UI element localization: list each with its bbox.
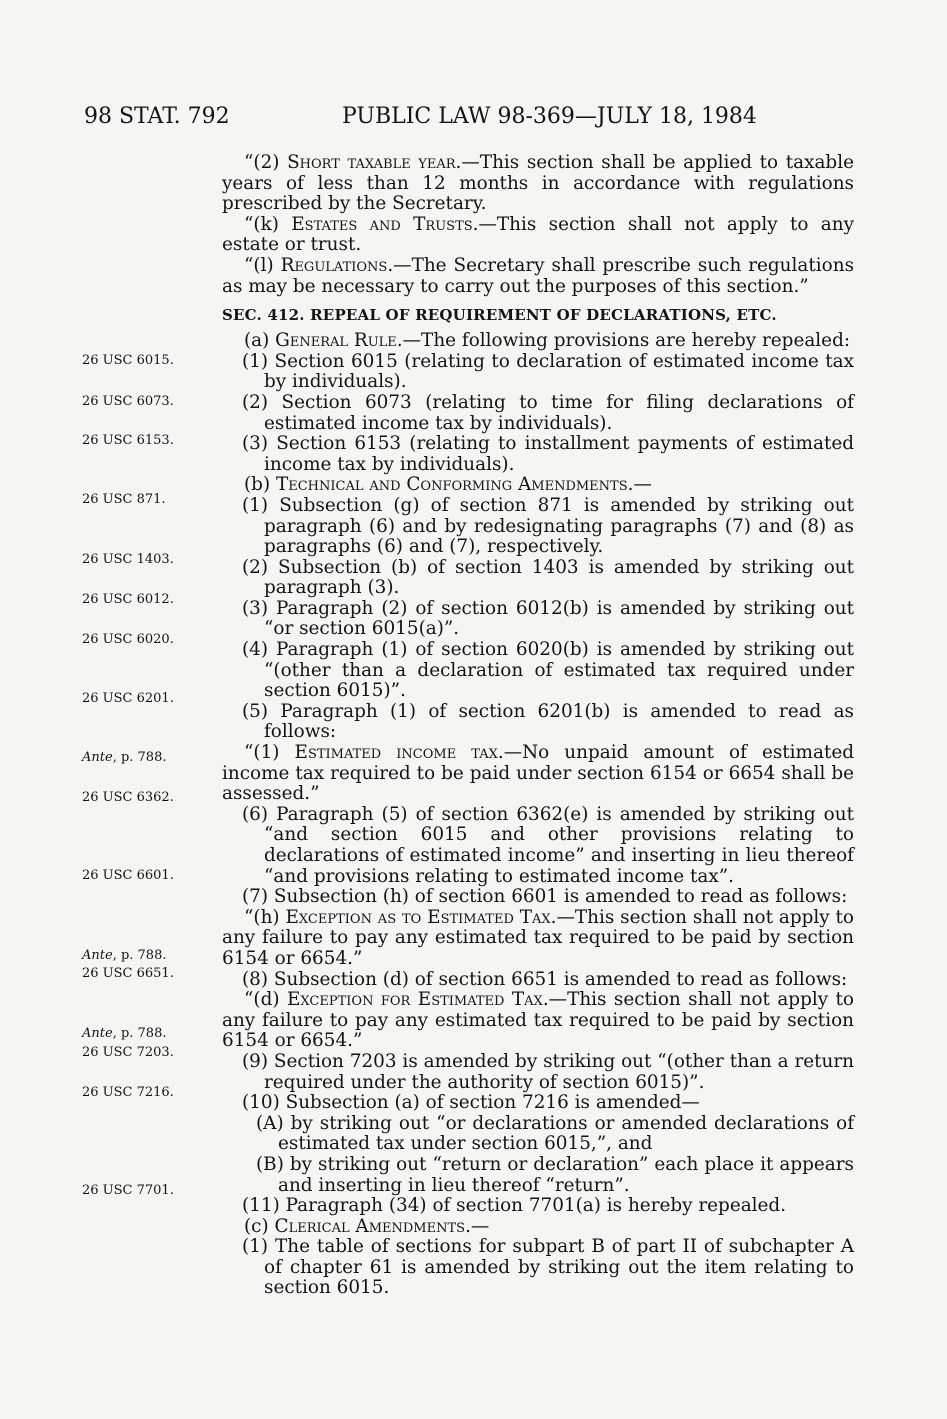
dash: — <box>548 989 568 1011</box>
text: This section shall be applied to taxable years of less than 12 months in accordance with regulations prescribed by the Secretary. <box>222 152 854 215</box>
item-b10a: (A) by striking out “or declarations or amended declarations of estimated tax under section 6015,”, and <box>256 1112 854 1155</box>
item-b8: (8) Subsection (d) of section 6651 is amended to read as follows: <box>242 968 848 990</box>
label: “(1) <box>244 742 295 764</box>
ante-page: , p. 788. <box>112 948 167 963</box>
heading: Estimated income tax. <box>294 742 504 764</box>
item-b11: (11) Paragraph (34) of section 7701(a) is hereby repealed. <box>242 1195 787 1217</box>
margin-note: 26 USC 6012. <box>82 592 174 607</box>
dash: — <box>470 1215 490 1237</box>
ante-page: , p. 788. <box>112 750 167 765</box>
paragraph-technical <box>222 475 854 496</box>
item-b1: (1) Subsection (g) of section 871 is amended by striking out paragraph (6) and by redesignating paragraphs (7) and (8) as paragraphs (6) and (7), respectively. <box>242 494 854 558</box>
item-b4: (4) Paragraph (1) of section 6020(b) is amended by striking out “(other than a declaration of estimated tax required under section 6015)”. <box>242 639 854 702</box>
quote-b5 <box>222 743 854 805</box>
dash: — <box>633 474 652 496</box>
ante-word: Ante <box>82 948 113 963</box>
heading: Exception for Estimated Tax. <box>286 989 549 1011</box>
dash: — <box>556 906 575 928</box>
margin-note: 26 USC 6651. <box>82 966 174 981</box>
margin-note: 26 USC 6073. <box>82 394 174 409</box>
text: This section shall not apply to any failure to pay any estimated tax required to be paid by section 6154 or 6654.” <box>222 989 855 1052</box>
label: (b) <box>244 474 276 496</box>
paragraph-short-year <box>222 153 854 215</box>
quote-b8 <box>222 990 854 1052</box>
item-b2: (2) Subsection (b) of section 1403 is amended by striking out paragraph (3). <box>242 556 854 599</box>
text: No unpaid amount of estimated income tax required to be paid under section 6154 or 6654 shall be assessed.” <box>222 742 854 805</box>
dash: — <box>503 742 523 764</box>
heading: Technical and Conforming Amendments. <box>275 474 634 496</box>
heading: Clerical Amendments. <box>274 1215 471 1237</box>
margin-note: 26 USC 6015. <box>82 353 174 368</box>
heading: Estates and Trusts. <box>291 213 479 235</box>
margin-note: 26 USC 6153. <box>82 433 174 448</box>
text: The following provisions are hereby repealed: <box>421 330 851 352</box>
paragraph-regulations <box>222 256 854 297</box>
item-b9: (9) Section 7203 is amended by striking out “(other than a return required under the authority of section 6015)”. <box>242 1050 854 1093</box>
margin-note: 26 USC 7701. <box>82 1183 174 1198</box>
quote-b7 <box>222 908 854 970</box>
margin-note: 26 USC 871. <box>82 492 166 507</box>
margin-note: 26 USC 1403. <box>82 552 174 567</box>
label: “(k) <box>244 213 292 235</box>
dash: — <box>461 152 480 173</box>
section-heading: SEC. 412. REPEAL OF REQUIREMENT OF DECLARATIONS, ETC. <box>222 306 777 325</box>
text: The Secretary shall prescribe such regulations as may be necessary to carry out the purposes of this section.” <box>222 254 855 297</box>
margin-note: 26 USC 7203. <box>82 1045 174 1060</box>
law-title: PUBLIC LAW 98-369—JULY 18, 1984 <box>342 104 757 129</box>
margin-note: 26 USC 6020. <box>82 632 174 647</box>
text: This section shall not apply to any failure to pay any estimated tax required to be paid by section 6154 or 6654.” <box>222 906 854 969</box>
margin-note-ante <box>82 1026 166 1042</box>
heading: Short taxable year. <box>287 152 462 173</box>
label: “(l) <box>244 254 281 276</box>
ante-page: , p. 788. <box>112 1026 167 1041</box>
item-b5: (5) Paragraph (1) of section 6201(b) is amended to read as follows: <box>242 700 854 743</box>
dash: — <box>393 254 412 276</box>
heading: Exception as to Estimated Tax. <box>285 906 557 928</box>
statute-body <box>222 153 854 1299</box>
dash: — <box>402 330 422 352</box>
item-b3: (3) Paragraph (2) of section 6012(b) is amended by striking out “or section 6015(a)”. <box>242 597 854 640</box>
heading: General Rule. <box>275 330 403 352</box>
item-b6: (6) Paragraph (5) of section 6362(e) is amended by striking out “and section 6015 and other provisions relating to declarations of estimated income” and inserting in lieu thereof “and provisions relating to estimated income tax”. <box>242 803 854 887</box>
label: (c) <box>244 1215 275 1237</box>
margin-note: 26 USC 6201. <box>82 691 174 706</box>
paragraph-general-rule <box>222 331 854 352</box>
heading: Regulations. <box>280 254 394 276</box>
item-a2: (2) Section 6073 (relating to time for filing declarations of estimated income tax by individuals). <box>242 391 854 434</box>
item-c1: (1) The table of sections for subpart B of part II of subchapter A of chapter 61 is amended by striking out the item relating to section 6015. <box>242 1236 854 1299</box>
paragraph-clerical <box>222 1217 854 1238</box>
margin-note: 26 USC 6362. <box>82 790 174 805</box>
ante-word: Ante <box>82 1026 113 1041</box>
item-a3: (3) Section 6153 (relating to installment payments of estimated income tax by individuals). <box>242 433 854 475</box>
page-header <box>0 97 947 137</box>
item-b10b: (B) by striking out “return or declaration” each place it appears and inserting in lieu thereof “return”. <box>256 1153 854 1196</box>
margin-note-ante <box>82 750 166 766</box>
stat-reference: 98 STAT. 792 <box>84 104 230 129</box>
item-b10: (10) Subsection (a) of section 7216 is amended— <box>242 1092 700 1114</box>
margin-note: 26 USC 6601. <box>82 868 174 883</box>
margin-note: 26 USC 7216. <box>82 1085 174 1100</box>
dash: — <box>478 213 497 235</box>
ante-word: Ante <box>82 750 113 765</box>
margin-note-ante <box>82 948 166 964</box>
label: “(d) <box>244 989 287 1011</box>
paragraph-estates <box>222 215 854 256</box>
item-a1: (1) Section 6015 (relating to declaration of estimated income tax by individuals). <box>242 350 854 393</box>
item-b7: (7) Subsection (h) of section 6601 is amended to read as follows: <box>242 886 848 908</box>
label: “(2) <box>244 152 288 173</box>
label: (a) <box>244 330 276 352</box>
text: This section shall not apply to any estate or trust. <box>222 213 854 256</box>
label: “(h) <box>244 906 286 928</box>
